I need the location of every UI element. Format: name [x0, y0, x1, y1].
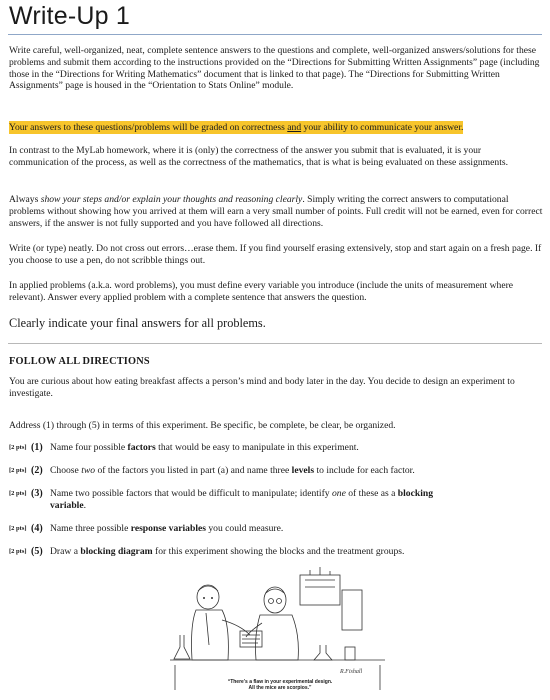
show-steps-paragraph: Always show your steps and/or explain your thoughts and reasoning clearly. Simply writing the correct answers to computational problems without showing how you arrived at them will earn a very small number of points. Full credit will not be earned, even for correct answers, if the answer is not fully supported and you have followed all directions. [9, 194, 543, 229]
highlight-text: Your answers to these questions/problems will be graded on correctness and your ability to communicate your answer. [9, 122, 464, 133]
cartoon-signature: R.Fishall [340, 669, 363, 675]
question-number: (4) [31, 523, 43, 534]
experiment-intro: You are curious about how eating breakfast affects a person’s mind and body later in the day. You decide to design an experiment to investigate. [9, 376, 515, 399]
points-label: [2 pts] [9, 467, 27, 474]
question-1: [2 pts] (1) Name four possible factors that would be easy to manipulate in this experiment. [9, 442, 359, 453]
section-heading: FOLLOW ALL DIRECTIONS [9, 356, 150, 367]
underlined-and: and [287, 122, 302, 133]
points-label: [2 pts] [9, 490, 27, 497]
cartoon-caption: “There’s a flaw in your experimental design. All the mice are scorpios.” [227, 679, 333, 691]
question-2: [2 pts] (2) Choose two of the factors you listed in part (a) and name three levels to include for each factor. [9, 465, 415, 476]
applied-problems-paragraph: In applied problems (a.k.a. word problems), you must define every variable you introduce (include the units of measurement where relevant). Answer every applied problem with a complete sentence that answers the question. [9, 280, 514, 303]
question-5: [2 pts] (5) Draw a blocking diagram for this experiment showing the blocks and the treatment groups. [9, 546, 405, 557]
question-4: [2 pts] (4) Name three possible response variables you could measure. [9, 523, 284, 534]
neatness-paragraph: Write (or type) neatly. Do not cross out errors…erase them. If you find yourself erasing extensively, stop and start again on a fresh page. If you choose to use a pen, do not scribble things out. [9, 243, 542, 266]
question-number: (5) [31, 546, 43, 557]
title-divider [8, 34, 542, 35]
address-instruction: Address (1) through (5) in terms of this experiment. Be specific, be complete, be clear, be organized. [9, 420, 396, 431]
question-number: (2) [31, 465, 43, 476]
instructions-paragraph: Write careful, well-organized, neat, complete sentence answers to the questions and complete, well-organized answers/solutions for these problems and submit them according to the instructions provided on the “Directions for Submitting Written Assignments” page (including those in the “Directions for Writing Mathematics” document that is linked to that page). The “Directions for Submitting Written Assignments” page is housed in the “Orientation to Stats Online” module. [9, 45, 540, 92]
question-number: (1) [31, 442, 43, 453]
points-label: [2 pts] [9, 444, 27, 451]
points-label: [2 pts] [9, 548, 27, 555]
question-3: [2 pts] (3) Name two possible factors that would be difficult to manipulate; identify one of these as a blocking variable. [9, 488, 433, 511]
grading-highlight [9, 122, 543, 134]
final-answers-paragraph: Clearly indicate your final answers for all problems. [9, 316, 266, 330]
emphasis-text: show your steps and/or explain your thoughts and reasoning clearly [40, 194, 303, 205]
page-title: Write-Up 1 [9, 2, 131, 30]
question-number: (3) [31, 488, 43, 499]
contrast-paragraph: In contrast to the MyLab homework, where it is (only) the correctness of the answer you submit that is evaluated, it is your communication of the process, as well as the correctness of the mathematics, that is what is being evaluated on these assignments. [9, 145, 509, 168]
points-label: [2 pts] [9, 525, 27, 532]
section-divider [8, 343, 542, 344]
